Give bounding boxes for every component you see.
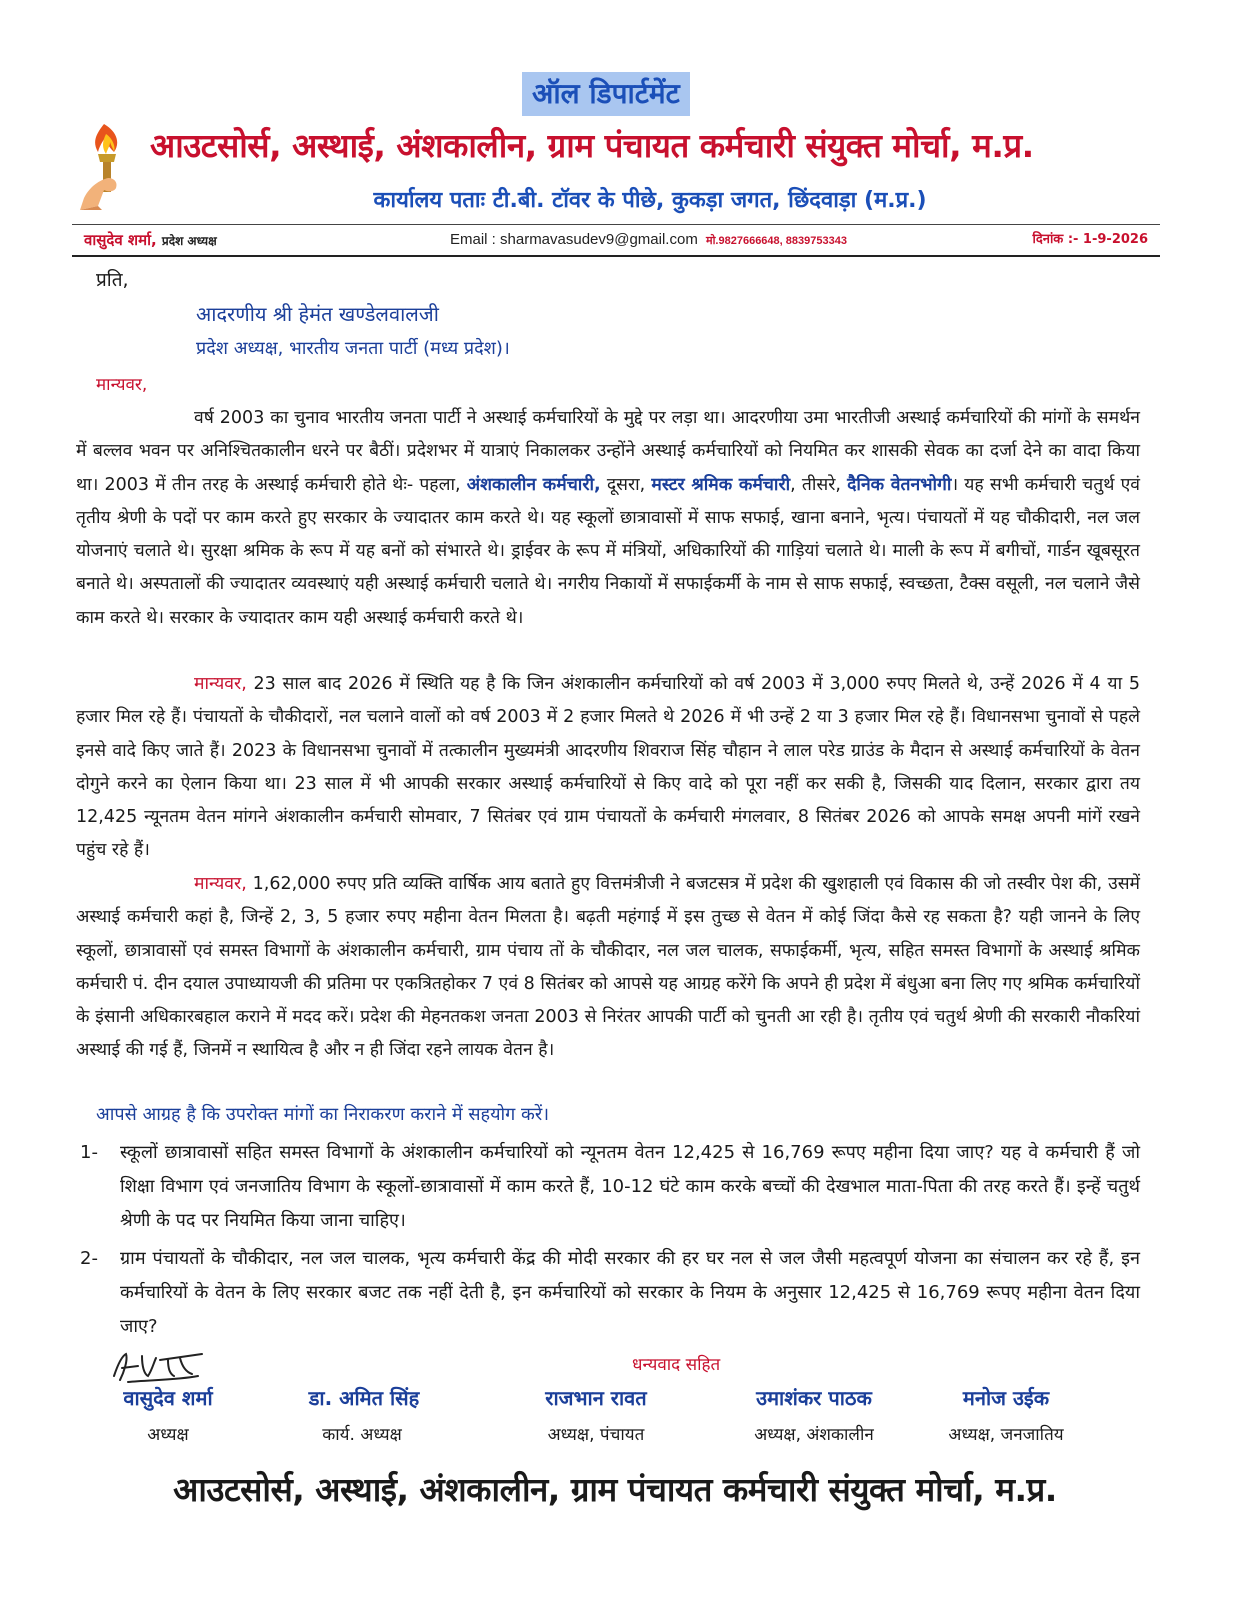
paragraph-2 bbox=[76, 668, 1140, 868]
salutation: मान्यवर, bbox=[96, 375, 148, 395]
demand-number: 1- bbox=[80, 1142, 98, 1163]
letter-date: दिनांक :- 1-9-2026 bbox=[1032, 232, 1148, 247]
paragraph-1-part-b: दूसरा, bbox=[600, 474, 652, 495]
paragraph-2-lead: मान्यवर, bbox=[194, 674, 247, 694]
request-line: आपसे आग्रह है कि उपरोक्त मांगों का निराकरण कराने में सहयोग करें। bbox=[96, 1104, 550, 1125]
demand-text: ग्राम पंचायतों के चौकीदार, नल जल चालक, भृत्य कर्मचारी केंद्र की मोदी सरकार की हर घर नल से जल जैसी महत्वपूर्ण योजना का संचालन कर रहे हैं, इन कर्मचारियों के वेतन के लिए सरकार बजट तक नहीं देती है, इन कर्मचारियों को सरकार के नियम के अनुसार 12,425 से 16,769 रूपए महीना वेतन दिया जाए? bbox=[120, 1248, 1140, 1337]
signatory-name: मनोज उईक bbox=[962, 1386, 1050, 1410]
phone-numbers: मो.9827666648, 8839753343 bbox=[706, 235, 847, 247]
signatory-name: डा. अमित सिंह bbox=[308, 1386, 420, 1410]
organization-name: आउटसोर्स, अस्थाई, अंशकालीन, ग्राम पंचायत कर्मचारी संयुक्त मोर्चा, म.प्र. bbox=[150, 126, 1034, 165]
thanks-line: धन्यवाद सहित bbox=[632, 1355, 721, 1375]
paragraph-1-part-a: वर्ष 2003 का चुनाव भारतीय जनता पार्टी ने अस्थाई कर्मचारियों के मुद्दे पर लड़ा था। आदरणीया उमा भारतीजी अस्थाई कर्मचारियों की मांगों के समर्थन में बल्लव भवन पर अनिश्चितकालीन धरने पर बैठीं। प्रदेशभर में यात्राएं निकालकर उन्होंने अस्थाई कर्मचारियों को नियमित कर शासकी सेवक का दर्जा देने का वादा किया था। 2003 में तीन तरह के अस्थाई कर्मचारी होते थेः- पहला, bbox=[76, 408, 1140, 495]
signatory-role: अध्यक्ष bbox=[147, 1425, 189, 1445]
torch-in-hand-icon bbox=[74, 118, 146, 210]
paragraph-1-part-c: , तीसरे, bbox=[790, 474, 848, 495]
recipient-title: प्रदेश अध्यक्ष, भारतीय जनता पार्टी (मध्य प्रदेश)। bbox=[196, 338, 510, 359]
president-block bbox=[84, 225, 217, 256]
contact-bar bbox=[72, 224, 1160, 257]
signatory-name: राजभान रावत bbox=[545, 1386, 647, 1410]
paragraph-1 bbox=[76, 402, 1140, 635]
to-line: प्रति, bbox=[96, 269, 129, 291]
president-name: वासुदेव शर्मा, bbox=[84, 231, 157, 249]
paragraph-3-lead: मान्यवर, bbox=[194, 874, 247, 894]
recipient-name: आदरणीय श्री हेमंत खण्डेलवालजी bbox=[196, 302, 439, 326]
contact-line bbox=[450, 225, 847, 256]
demand-number: 2- bbox=[80, 1248, 98, 1269]
office-address: कार्यालय पताः टी.बी. टॉवर के पीछे, कुकड़ा जगत, छिंदवाड़ा (म.प्र.) bbox=[373, 188, 927, 213]
employee-type-1: अंशकालीन कर्मचारी, bbox=[466, 474, 601, 495]
email-address[interactable]: Email : sharmavasudev9@gmail.com bbox=[450, 231, 698, 248]
signatory-role: कार्य. अध्यक्ष bbox=[322, 1425, 402, 1445]
signatory-name: वासुदेव शर्मा bbox=[123, 1386, 213, 1410]
signatory-role: अध्यक्ष, जनजातिय bbox=[948, 1425, 1064, 1445]
demand-text: स्कूलों छात्रावासों सहित समस्त विभागों के अंशकालीन कर्मचारियों को न्यूनतम वेतन 12,425 से 16,769 रूपए महीना दिया जाए? यह वे कर्मचारी हैं जो शिक्षा विभाग एवं जनजातिय विभाग के स्कूलों-छात्रावासों में काम करते हैं, 10-12 घंटे काम करके बच्चों की देखभाल माता-पिता की तरह करते हैं। इन्हें चतुर्थ श्रेणी के पद पर नियमित किया जाना चाहिए। bbox=[120, 1142, 1140, 1231]
employee-type-2: मस्टर श्रमिक कर्मचारी bbox=[651, 474, 791, 495]
signatory-role: अध्यक्ष, पंचायत bbox=[547, 1425, 645, 1445]
president-role: प्रदेश अध्यक्ष bbox=[161, 234, 217, 248]
employee-type-3: दैनिक वेतनभोगी bbox=[847, 474, 952, 495]
footer-organization-name: आउटसोर्स, अस्थाई, अंशकालीन, ग्राम पंचायत कर्मचारी संयुक्त मोर्चा, म.प्र. bbox=[173, 1470, 1057, 1509]
signatory-role: अध्यक्ष, अंशकालीन bbox=[754, 1425, 874, 1445]
paragraph-3 bbox=[76, 868, 1140, 1068]
paragraph-1-part-d: । यह सभी कर्मचारी चतुर्थ एवं तृतीय श्रेणी के पदों पर काम करते हुए सरकार के ज्यादातर काम करते थे। यह स्कूलों छात्रावासों में साफ सफाई, खाना बनाने, भृत्य। पंचायतों में यह चौकीदारी, नल जल योजनाएं चलाते थे। सुरक्षा श्रमिक के रूप में यह बनों को संभारते थे। ड्राईवर के रूप में मंत्रियों, अधिकारियों की गाड़ियां चलाते थे। माली के रूप में बगीचों, गार्डन खूबसूरत बनाते थे। अस्पतालों की ज्यादातर व्यवस्थाएं यही अस्थाई कर्मचारी चलाते थे। नगरीय निकायों में सफाईकर्मी के नाम से साफ सफाई, स्वच्छता, टैक्स वसूली, नल चलाने जैसे काम करते थे। सरकार के ज्यादातर काम यही अस्थाई कर्मचारी करते थे। bbox=[76, 474, 1140, 628]
handwritten-signature bbox=[108, 1346, 208, 1386]
paragraph-2-text: 23 साल बाद 2026 में स्थिति यह है कि जिन अंशकालीन कर्मचारियों को वर्ष 2003 में 3,000 रुपए मिलते थे, उन्हें 2026 में 4 या 5 हजार मिल रहे हैं। पंचायतों के चौकीदारों, नल चलाने वालों को वर्ष 2003 में 2 हजार मिलते थे 2026 में भी उन्हें 2 या 3 हजार मिल रहे हैं। विधानसभा चुनावों से पहले इनसे वादे किए जाते हैं। 2023 के विधानसभा चुनावों में तत्कालीन मुख्यमंत्री आदरणीय शिवराज सिंह चौहान ने लाल परेड ग्राउंड के मैदान से अस्थाई कर्मचारियों के वेतन दोगुने करने का ऐलान किया था। 23 साल में भी आपकी सरकार अस्थाई कर्मचारियों से किए वादे को पूरा नहीं कर सकी है, जिसकी याद दिलान, सरकार द्वारा तय 12,425 न्यूनतम वेतन मांगने अंशकालीन कर्मचारी सोमवार, 7 सितंबर एवं ग्राम पंचायतों के कर्मचारी मंगलवार, 8 सितंबर 2026 को आपके समक्ष अपनी मांगें रखने पहुंच रहे हैं। bbox=[76, 674, 1140, 861]
paragraph-3-text: 1,62,000 रुपए प्रति व्यक्ति वार्षिक आय बताते हुए वित्तमंत्रीजी ने बजटसत्र में प्रदेश की खुशहाली एवं विकास की जो तस्वीर पेश की, उसमें अस्थाई कर्मचारी कहां है, जिन्हें 2, 3, 5 हजार रुपए महीना वेतन मिलता है। बढ़ती महंगाई में इस तुच्छ से वेतन में कोई जिंदा कैसे रह सकता है? यही जानने के लिए स्कूलों, छात्रावासों एवं समस्त विभागों के अंशकालीन कर्मचारी, ग्राम पंचाय तों के चौकीदार, नल जल चालक, सफाईकर्मी, भृत्य, सहित समस्त विभागों के अस्थाई श्रमिक कर्मचारी पं. दीन दयाल उपाध्यायजी की प्रतिमा पर एकत्रितहोकर 7 एवं 8 सितंबर को आपसे यह आग्रह करेंगे कि अपने ही प्रदेश में बंधुआ बना लिए गए श्रमिक कर्मचारियों के इंसानी अधिकारबहाल कराने में मदद करें। प्रदेश की मेहनतकश जनता 2003 से निरंतर आपकी पार्टी को चुनती आ रही है। तृतीय एवं चतुर्थ श्रेणी की सरकारी नौकरियां अस्थाई की गई हैं, जिनमें न स्थायित्व है और न ही जिंदा रहने लायक वेतन है। bbox=[76, 874, 1140, 1061]
department-badge: ऑल डिपार्टमेंट bbox=[522, 72, 690, 116]
signatory-name: उमाशंकर पाठक bbox=[756, 1386, 872, 1410]
